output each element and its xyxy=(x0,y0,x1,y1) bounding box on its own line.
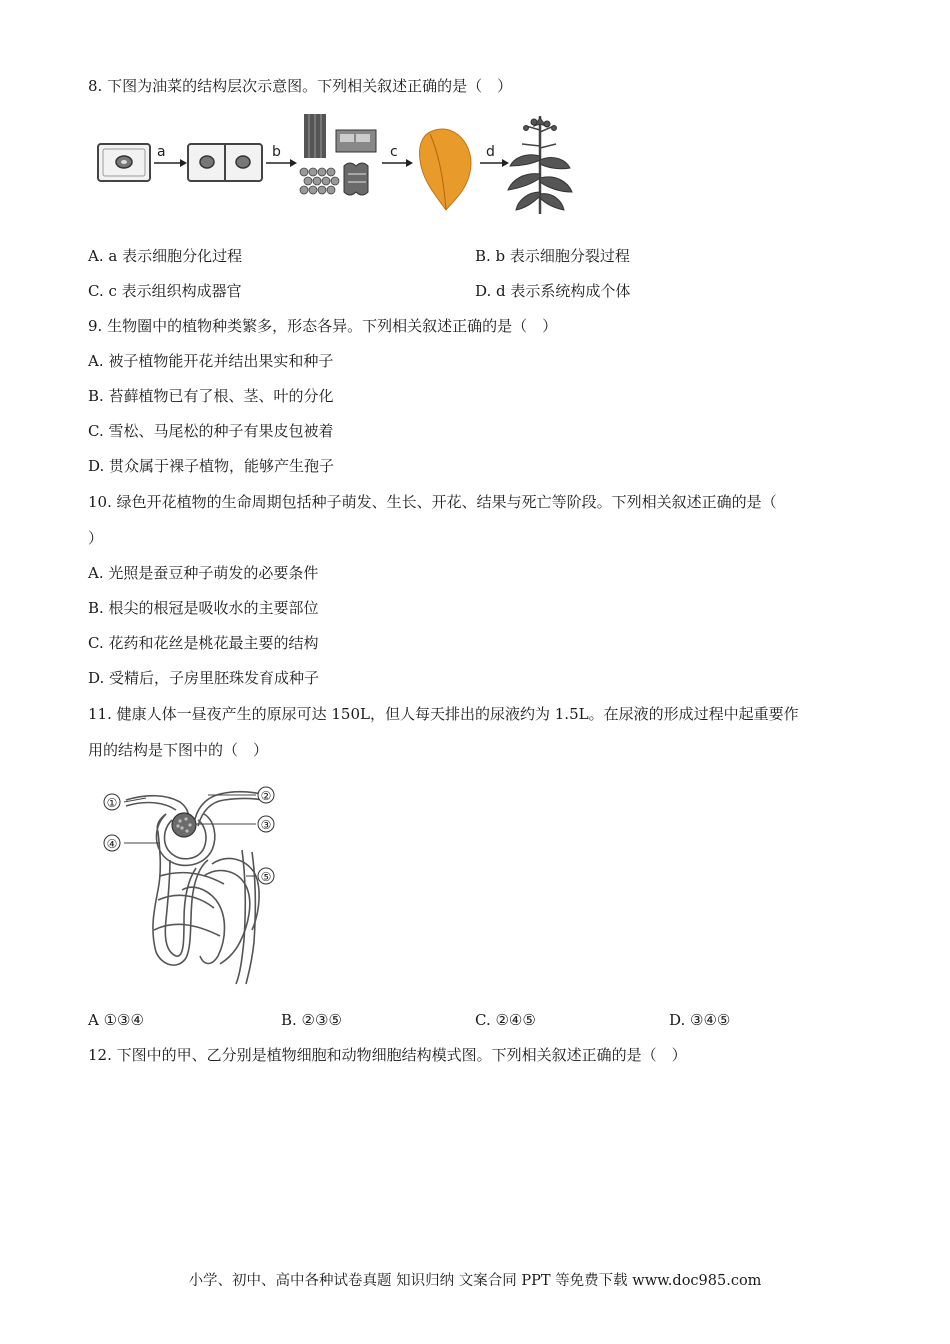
page-footer: 小学、初中、高中各种试卷真题 知识归纳 文案合同 PPT 等免费下载 www.doc985.com xyxy=(188,1273,762,1289)
rape-structure-levels-figure xyxy=(92,106,576,216)
question-8-stem: 8. 下图为油菜的结构层次示意图。下列相关叙述正确的是（ ） xyxy=(88,77,513,95)
question-8-option-d[interactable]: D. d 表示系统构成个体 xyxy=(475,282,631,300)
label-5: ⑤ xyxy=(260,870,272,884)
question-11-stem-line1: 11. 健康人体一昼夜产生的原尿可达 150L，但人每天排出的尿液约为 1.5L。在尿液的形成过程中起重要作 xyxy=(88,705,799,723)
question-9-option-a[interactable]: A. 被子植物能开花并结出果实和种子 xyxy=(88,352,334,370)
question-9-stem: 9. 生物圈中的植物种类繁多，形态各异。下列相关叙述正确的是（ ） xyxy=(88,317,558,335)
arrow-label-a: a xyxy=(157,144,166,160)
question-10-stem-line2: ） xyxy=(88,529,104,547)
nephron-figure xyxy=(96,780,286,985)
label-1: ① xyxy=(106,796,118,810)
arrow-label-b: b xyxy=(272,144,281,160)
question-12-stem: 12. 下图中的甲、乙分别是植物细胞和动物细胞结构模式图。下列相关叙述正确的是（ ） xyxy=(88,1046,687,1064)
single-cell-drawing xyxy=(98,144,150,181)
leaf-drawing xyxy=(419,129,471,210)
two-cells-drawing xyxy=(188,144,262,181)
question-9-option-c[interactable]: C. 雪松、马尾松的种子有果皮包被着 xyxy=(88,422,334,440)
question-11-stem-line2: 用的结构是下图中的（ ） xyxy=(88,741,269,759)
label-2: ② xyxy=(260,789,272,803)
question-10-option-a[interactable]: A. 光照是蚕豆种子萌发的必要条件 xyxy=(88,564,319,582)
question-10-stem-line1: 10. 绿色开花植物的生命周期包括种子萌发、生长、开花、结果与死亡等阶段。下列相关叙述正确的是（ xyxy=(88,493,777,511)
question-9-option-d[interactable]: D. 贯众属于裸子植物，能够产生孢子 xyxy=(88,457,335,475)
question-10-option-b[interactable]: B. 根尖的根冠是吸收水的主要部位 xyxy=(88,599,319,617)
question-11-option-a[interactable]: A ①③④ xyxy=(88,1011,144,1029)
question-11-option-d[interactable]: D. ③④⑤ xyxy=(669,1011,731,1029)
question-8-option-c[interactable]: C. c 表示组织构成器官 xyxy=(88,282,242,300)
question-11-option-c[interactable]: C. ②④⑤ xyxy=(475,1011,536,1029)
rape-plant-drawing xyxy=(508,116,572,214)
arrow-label-d: d xyxy=(486,144,495,160)
question-10-option-d[interactable]: D. 受精后，子房里胚珠发育成种子 xyxy=(88,669,320,687)
question-11-option-b[interactable]: B. ②③⑤ xyxy=(281,1011,342,1029)
label-3: ③ xyxy=(260,818,272,832)
question-10-option-c[interactable]: C. 花药和花丝是桃花最主要的结构 xyxy=(88,634,319,652)
question-8-option-a[interactable]: A. a 表示细胞分化过程 xyxy=(88,247,243,265)
tissues-drawing xyxy=(300,114,376,195)
question-8-option-b[interactable]: B. b 表示细胞分裂过程 xyxy=(475,247,630,265)
arrow-label-c: c xyxy=(390,144,398,160)
question-9-option-b[interactable]: B. 苔藓植物已有了根、茎、叶的分化 xyxy=(88,387,334,405)
label-4: ④ xyxy=(106,837,118,851)
